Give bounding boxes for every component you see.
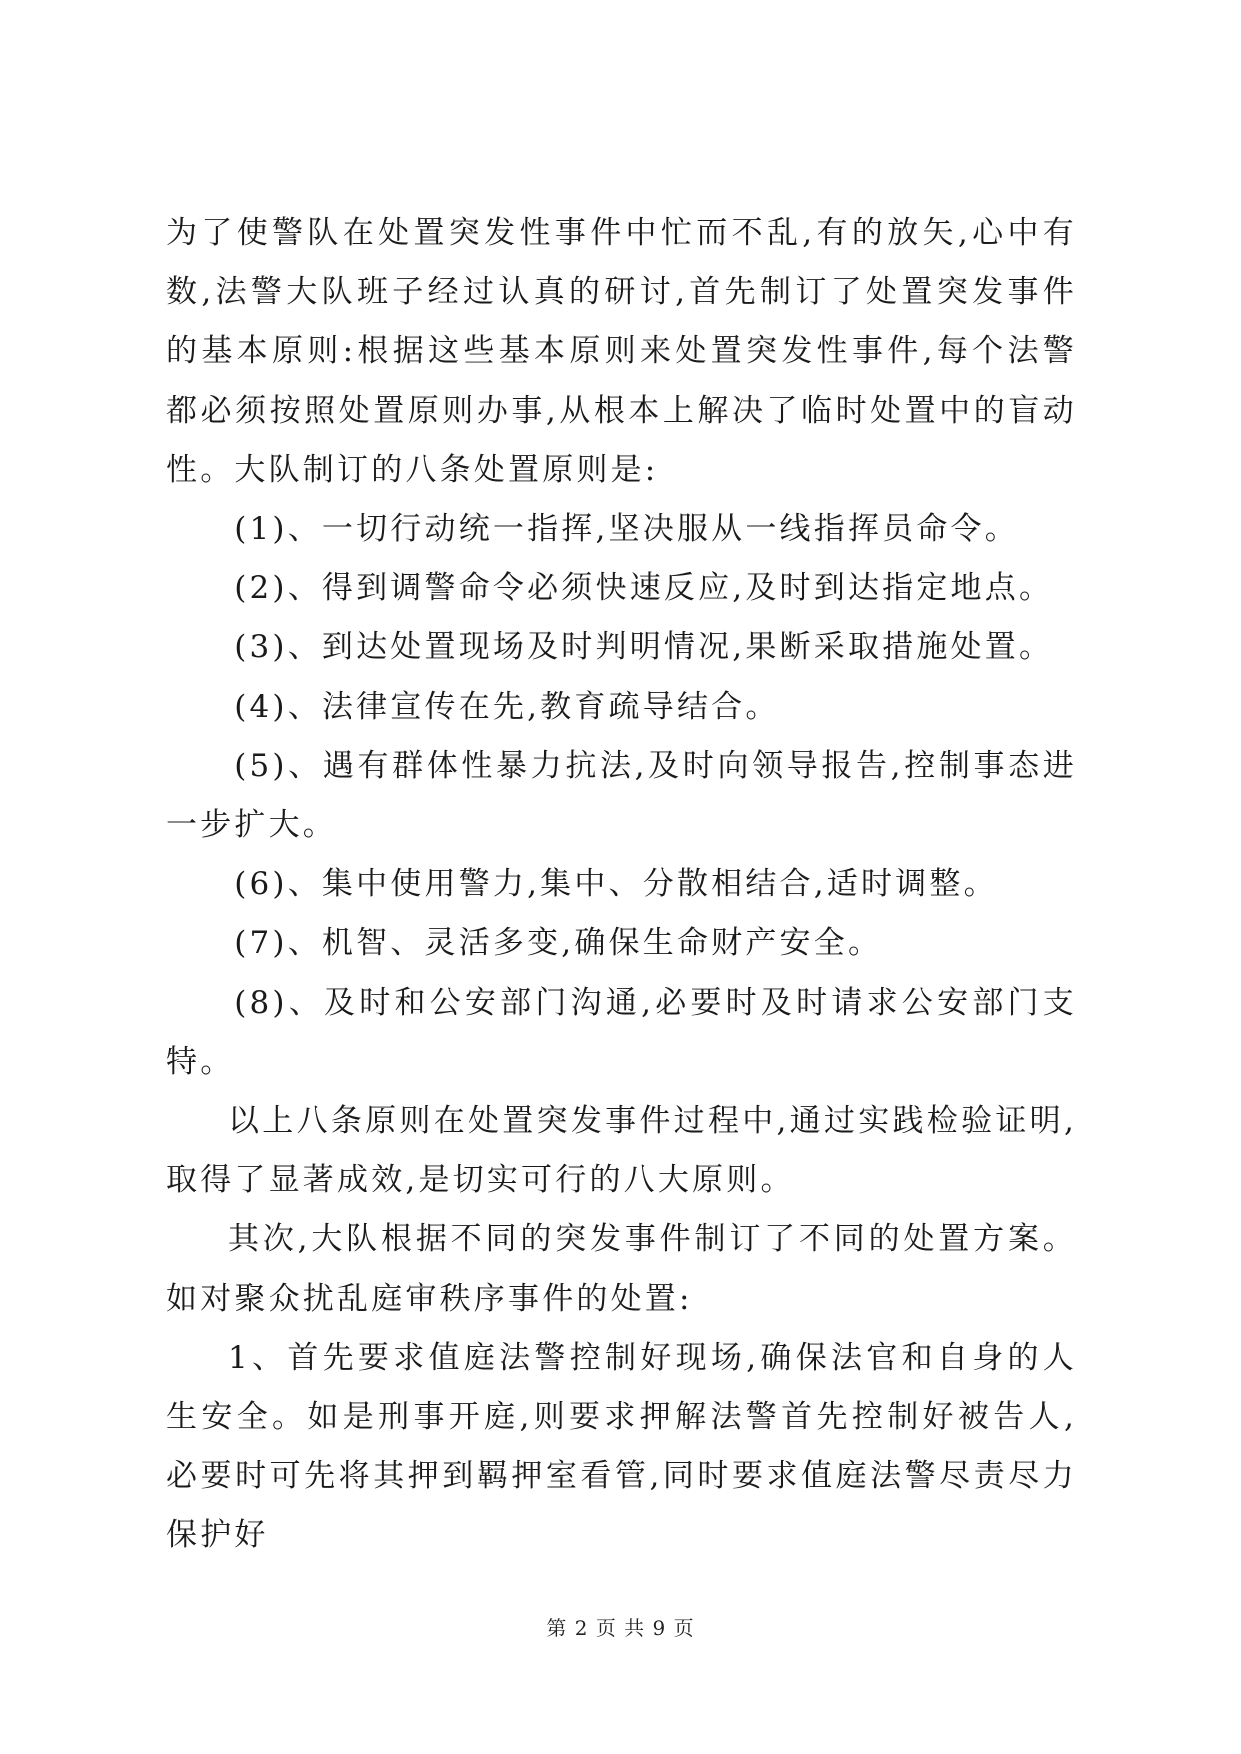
page-footer (0, 1612, 1241, 1641)
plan-step-1-paragraph: 1、首先要求值庭法警控制好现场,确保法官和自身的人生安全。如是刑事开庭,则要求押解法警首先控制好被告人,必要时可先将其押到羁押室看管,同时要求值庭法警尽责尽力保护好 (166, 1339, 1077, 1554)
page-number-label: 第 2 页 共 9 页 (546, 1616, 695, 1640)
principle-item-3: (3)、到达处置现场及时判明情况,果断采取措施处置。 (234, 629, 1054, 666)
plan-intro-paragraph: 其次,大队根据不同的突发事件制订了不同的处置方案。如对聚众扰乱庭审秩序事件的处置: (166, 1221, 1077, 1317)
principle-item-7: (7)、机智、灵活多变,确保生命财产安全。 (234, 925, 883, 962)
principle-item-2: (2)、得到调警命令必须快速反应,及时到达指定地点。 (234, 570, 1054, 607)
summary-paragraph: 以上八条原则在处置突发事件过程中,通过实践检验证明,取得了显著成效,是切实可行的八大原则。 (166, 1103, 1077, 1199)
intro-paragraph: 为了使警队在处置突发性事件中忙而不乱,有的放矢,心中有数,法警大队班子经过认真的研讨,首先制订了处置突发事件的基本原则:根据这些基本原则来处置突发性事件,每个法警都必须按照处置原则办事,从根本上解决了临时处置中的盲动性。大队制订的八条处置原则是: (166, 215, 1077, 488)
principle-item-4: (4)、法律宣传在先,教育疏导结合。 (234, 688, 780, 725)
principle-item-6: (6)、集中使用警力,集中、分散相结合,适时调整。 (234, 866, 998, 903)
body-text (166, 204, 1077, 1566)
principle-item-5: (5)、遇有群体性暴力抗法,及时向领导报告,控制事态进一步扩大。 (166, 747, 1077, 844)
principle-item-1: (1)、一切行动统一指挥,坚决服从一线指挥员命令。 (234, 511, 1019, 548)
principle-item-8: (8)、及时和公安部门沟通,必要时及时请求公安部门支特。 (166, 984, 1077, 1080)
